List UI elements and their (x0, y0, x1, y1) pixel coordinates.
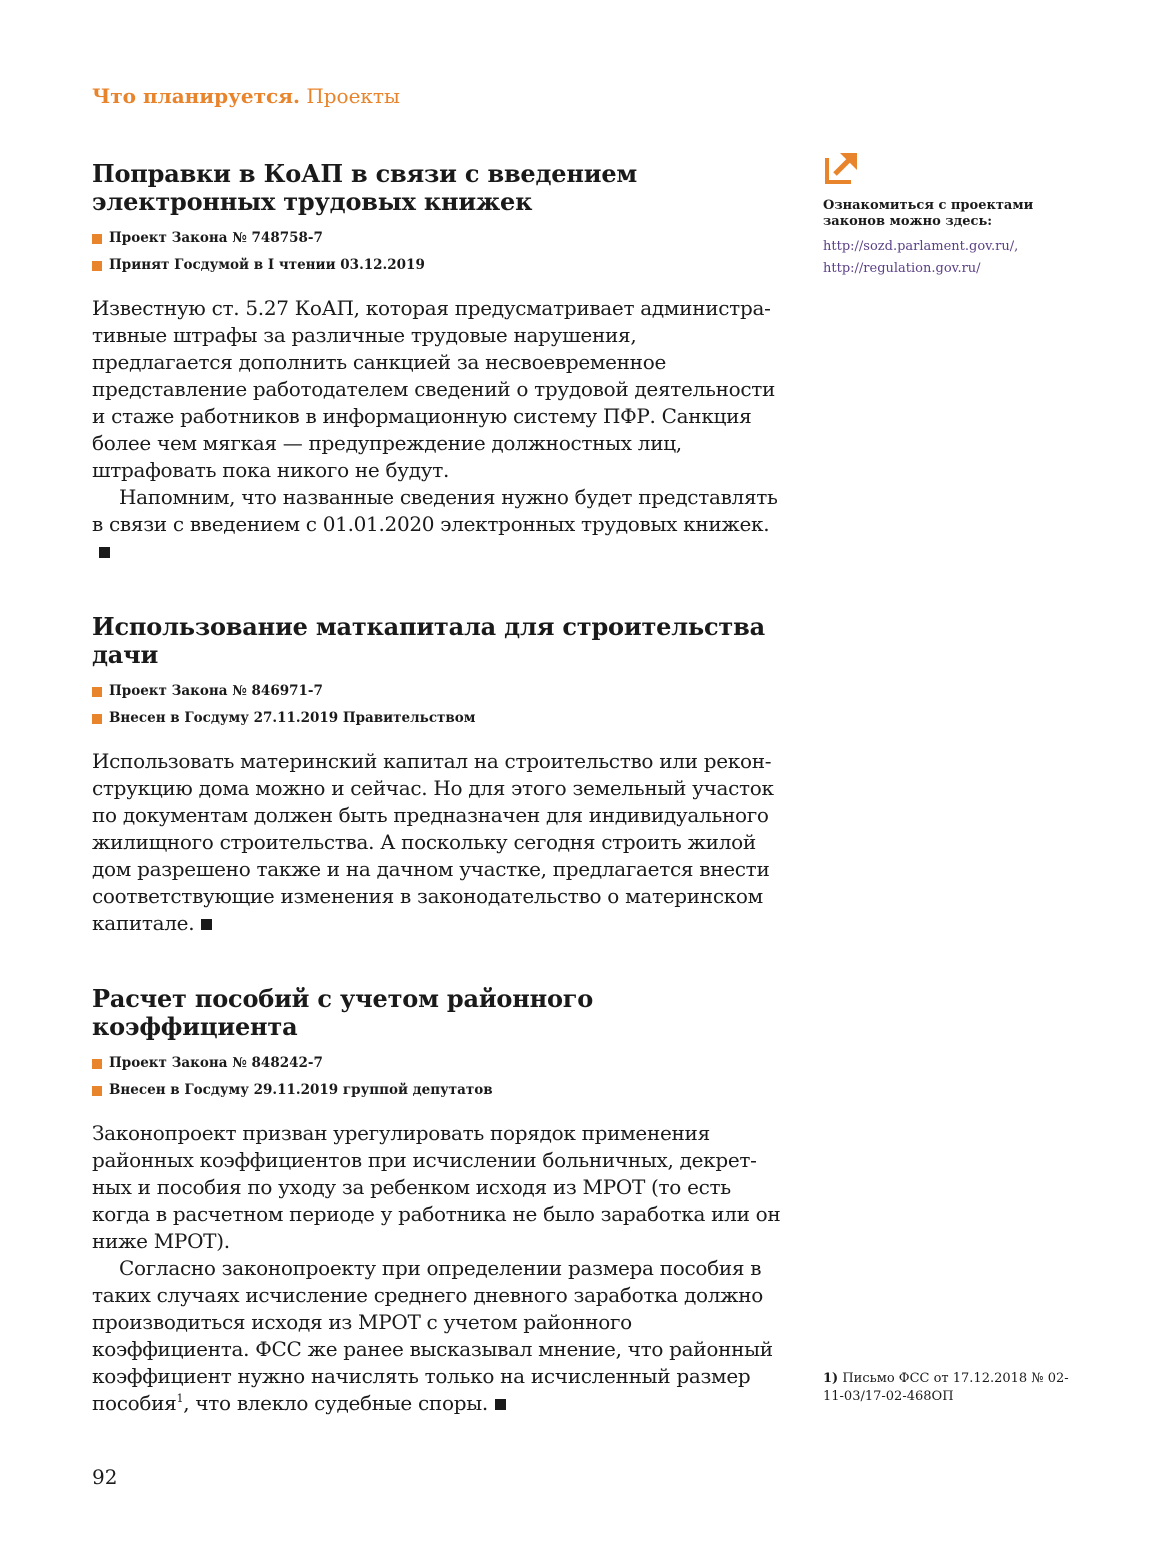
external-link-icon (823, 150, 859, 186)
article-matcapital (92, 613, 782, 937)
article-benefits (92, 985, 782, 1417)
meta-item: Проект Закона № 748758-7 (92, 225, 782, 252)
article-meta (92, 1050, 782, 1104)
link-regulation[interactable]: http://regulation.gov.ru/ (823, 261, 981, 276)
meta-item: Внесен в Госдуму 27.11.2019 Правительством (92, 705, 782, 732)
orange-square-icon (92, 714, 102, 724)
orange-square-icon (92, 1086, 102, 1096)
subsection-title: Проекты (306, 84, 400, 108)
page-number: 92 (92, 1465, 118, 1489)
main-column (92, 160, 782, 1417)
article-title: Расчет пособий с учетом районного коэффициента (92, 984, 594, 1041)
end-mark-icon (201, 919, 212, 930)
article-title: Поправки в КоАП в связи с введением электронных трудовых книжек (92, 159, 638, 216)
article-paragraph: Напомним, что названные сведения нужно будет представлять в связи с введением с 01.01.2020 электронных трудовых книжек. (92, 484, 782, 565)
end-mark-icon (99, 547, 110, 558)
article-paragraph: Использовать материнский капитал на строительство или реконструкцию дома можно и сейчас. Но для этого земельный участок по документам должен быть предназначен для индивидуального жилищного строительства. А поскольку сегодня строить жилой дом разрешено также и на дачном участке, предлагается внести соответствующие изменения в законодательство о материнском капитале. (92, 749, 774, 935)
orange-square-icon (92, 234, 102, 244)
orange-square-icon (92, 261, 102, 271)
sidebar-title: Ознакомиться с проектами законов можно здесь: (823, 198, 1034, 229)
article-meta (92, 225, 782, 279)
orange-square-icon (92, 1059, 102, 1069)
footnote-ref[interactable]: 1 (176, 1392, 184, 1405)
running-header (92, 83, 400, 109)
meta-item: Принят Госдумой в I чтении 03.12.2019 (92, 252, 782, 279)
article-title: Использование маткапитала для строительства дачи (92, 612, 765, 669)
link-sozd[interactable]: http://sozd.parlament.gov.ru/, (823, 239, 1019, 254)
article-paragraph: Законопроект призван урегулировать порядок применения районных коэффициентов при исчислении больничных, декретных и пособия по уходу за ребенком исходя из МРОТ (то есть когда в расчетном периоде у работника не было заработка или он ниже МРОТ). (92, 1121, 781, 1253)
sidebar (823, 150, 1073, 280)
section-title: Что планируется. (92, 84, 300, 108)
meta-item: Внесен в Госдуму 29.11.2019 группой депутатов (92, 1077, 782, 1104)
orange-square-icon (92, 687, 102, 697)
meta-item: Проект Закона № 848242-7 (92, 1050, 782, 1077)
end-mark-icon (495, 1399, 506, 1410)
footnote-number: 1) (823, 1371, 839, 1386)
footnote (823, 1370, 1083, 1406)
article-koap (92, 160, 782, 565)
article-meta (92, 678, 782, 732)
footnote-text: Письмо ФСС от 17.12.2018 № 02-11-03/17-02-468ОП (823, 1371, 1069, 1404)
article-paragraph: Известную ст. 5.27 КоАП, которая предусматривает административные штрафы за различные трудовые нарушения, предлагается дополнить санкцией за несвоевременное представление работодателем сведений о трудовой деятельности и стаже работников в информационную систему ПФР. Санкция более чем мягкая — предупреждение должностных лиц, штрафовать пока никого не будут. (92, 296, 776, 482)
meta-item: Проект Закона № 846971-7 (92, 678, 782, 705)
article-paragraph: Согласно законопроекту при определении размера пособия в таких случаях исчисление среднего дневного заработка должно производиться исходя из МРОТ с учетом районного коэффициента. ФСС же ранее высказывал мнение, что районный коэффициент нужно начислять только на исчисленный размер пособия$^1$, что влекло судебные споры. (92, 1256, 773, 1415)
